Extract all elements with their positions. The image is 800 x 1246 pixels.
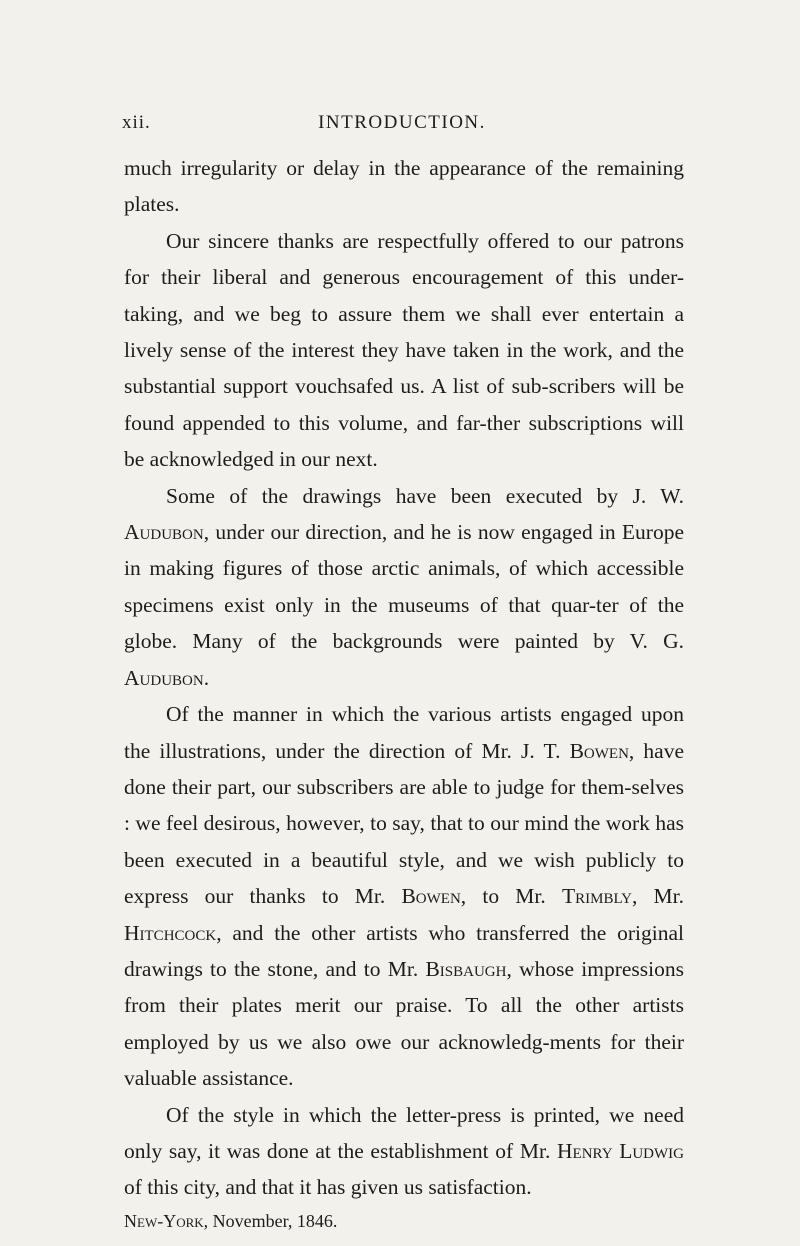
name-bisbaugh: Bisbaugh: [425, 956, 507, 981]
paragraph-4-text-b: , have done their part, our subscribers are able to judge for them-selves : we feel desirous, however, to say, that to our mind the work has been executed in a beautiful style, and we wish publicly to express our thanks to Mr.: [124, 738, 684, 909]
name-bowen-2: Bowen: [401, 884, 461, 909]
page-number: xii.: [122, 112, 151, 133]
paragraph-1-text: much irregularity or delay in the appearance of the remaining plates.: [124, 156, 684, 217]
paragraph-3-text-a: Some of the drawings have been executed by J. W.: [166, 483, 684, 508]
paragraph-3-text-c: .: [203, 665, 210, 690]
paragraph-2-text: Our sincere thanks are respectfully offered to our patrons for their liberal and generous encouragement of this under-taking, and we beg to assure them we shall ever entertain a lively sense of the interest they have taken in the work, and the substantial support vouchsafed us. A list of sub-scribers will be found appended to this volume, and far-ther subscriptions will be acknowledged in our next.: [124, 228, 684, 472]
dateline-date: , November, 1846.: [203, 1210, 338, 1231]
name-trimbly: Trimbly: [561, 884, 632, 909]
name-hitchcock: Hitchcock: [124, 920, 217, 945]
paragraph-2: [124, 223, 684, 478]
name-audubon-vg: Audubon: [124, 665, 204, 690]
paragraph-5-text-b: of this city, and that it has given us satisfaction.: [124, 1175, 532, 1200]
name-audubon-jw: Audubon: [124, 520, 204, 545]
running-head: [122, 112, 682, 138]
paragraph-4-text-d: , Mr.: [631, 884, 684, 909]
paragraph-4-text-f: , whose impressions from their plates merit our praise. To all the other artists employed by us we also owe our acknowledg-ments for their valuable assistance.: [124, 956, 684, 1091]
paragraph-5: [124, 1097, 684, 1206]
paragraph-4-text-a: Of the manner in which the various artists engaged upon the illustrations, under the direction of Mr. J. T.: [124, 702, 684, 763]
dateline: [124, 1208, 684, 1234]
body-text: [124, 150, 684, 1234]
paragraph-4-text-c: , to Mr.: [460, 884, 562, 909]
name-henry-ludwig: Henry Ludwig: [557, 1138, 684, 1163]
paragraph-1: [124, 150, 684, 223]
paragraph-5-text-a: Of the style in which the letter-press is printed, we need only say, it was done at the establishment of Mr.: [124, 1102, 684, 1163]
dateline-place: New-York: [124, 1210, 204, 1231]
paragraph-3: [124, 478, 684, 696]
name-bowen: Bowen: [569, 738, 629, 763]
section-title: INTRODUCTION.: [318, 112, 486, 133]
paragraph-4-text-e: , and the other artists who transferred the original drawings to the stone, and to Mr.: [124, 920, 684, 981]
paragraph-3-text-b: , under our direction, and he is now engaged in Europe in making figures of those arctic animals, of which accessible specimens exist only in the museums of that quar-ter of the globe. Many of the backgrounds were painted by V. G.: [124, 520, 684, 654]
paragraph-4: [124, 696, 684, 1096]
